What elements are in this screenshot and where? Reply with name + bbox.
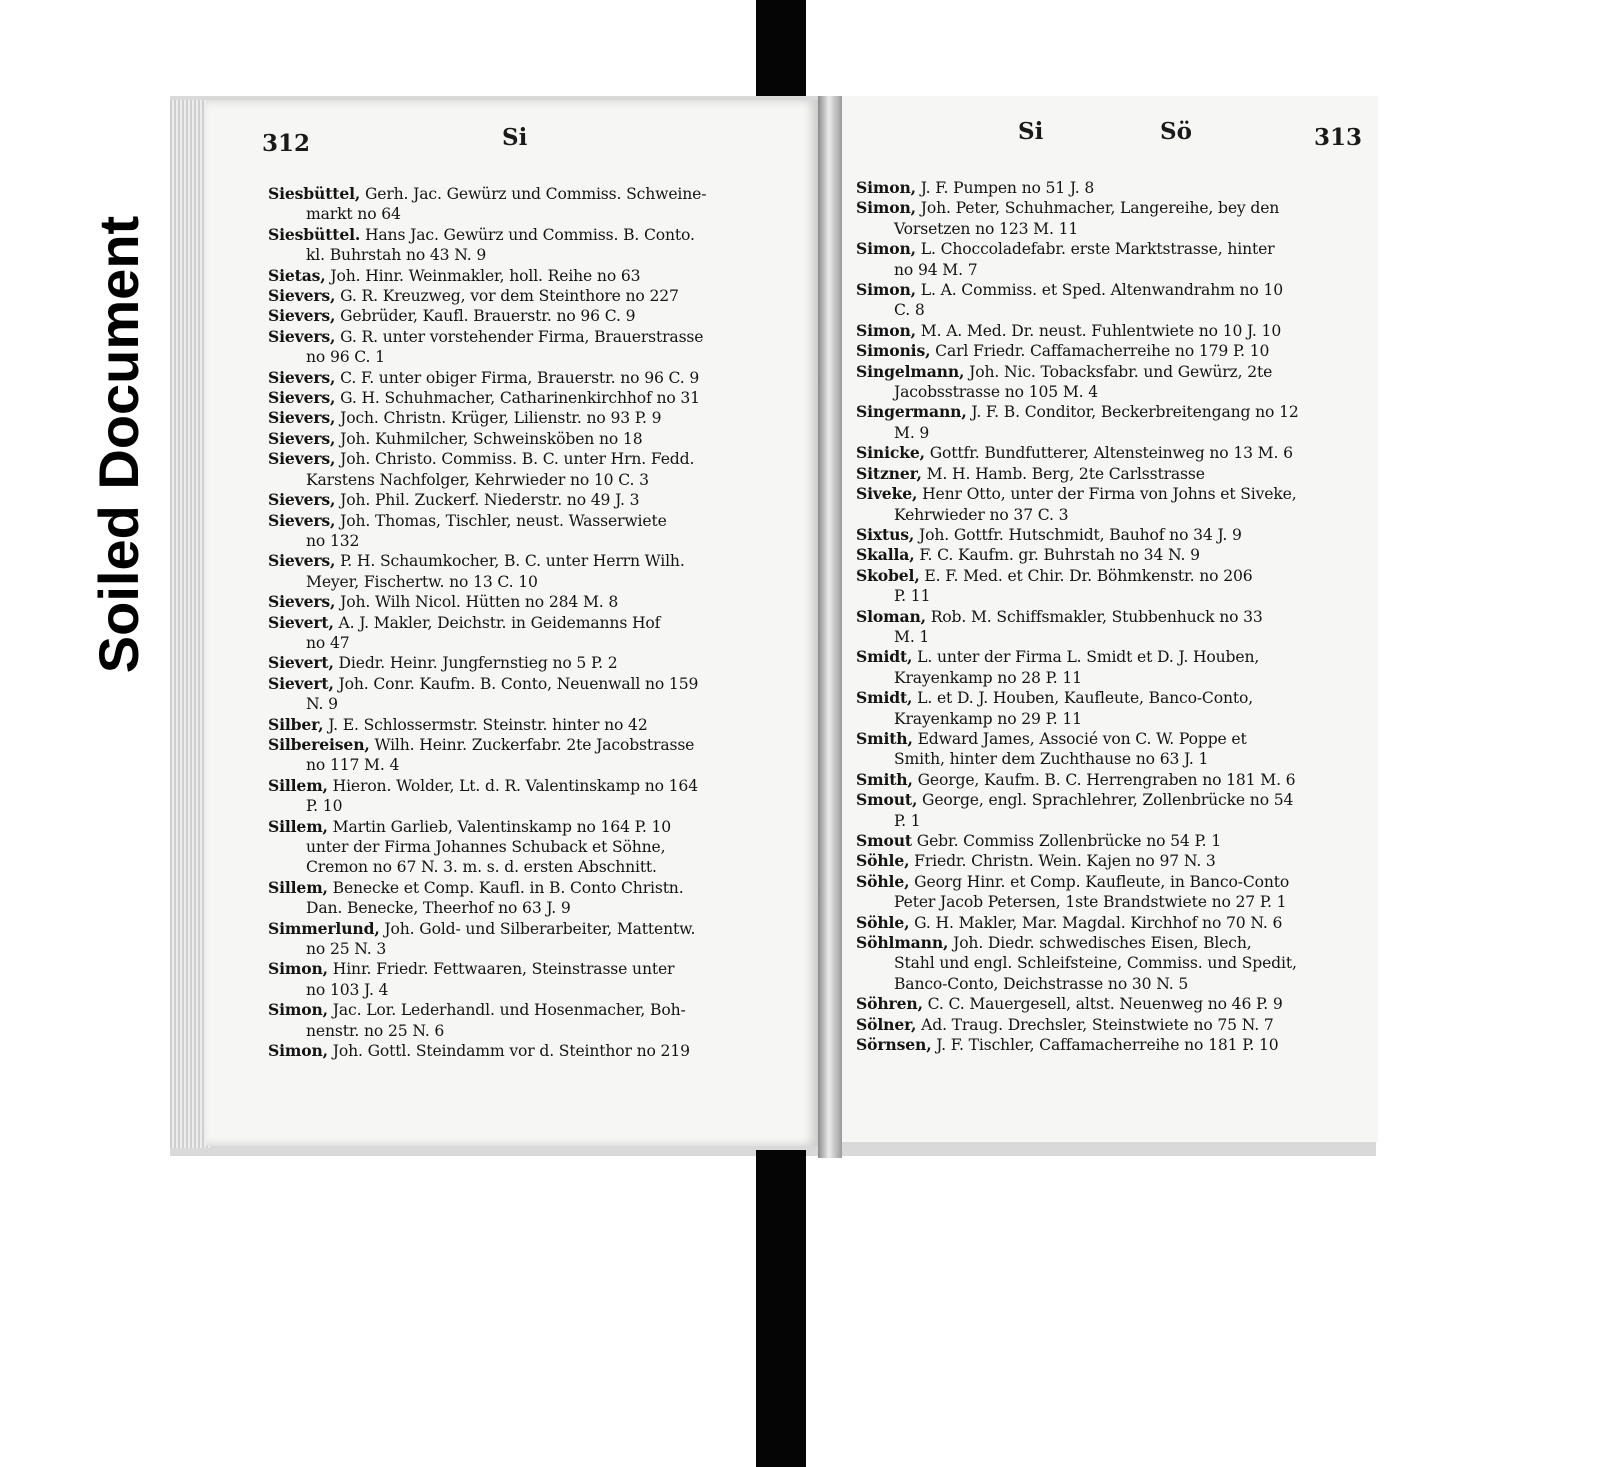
entry-continuation: no 103 J. 4 (306, 980, 389, 999)
entry-name: Simonis, (856, 341, 931, 361)
entry-name: Simon, (268, 1041, 328, 1061)
entry-text: Joh. Diedr. schwedisches Eisen, Blech, (948, 934, 1252, 953)
entry-text: L. et D. J. Houben, Kaufleute, Banco-Conto, (912, 689, 1254, 708)
directory-entry (268, 735, 706, 776)
entry-name: Siesbüttel. (268, 224, 361, 244)
entry-continuation: Stahl und engl. Schleifsteine, Commiss. und Spedit, (894, 954, 1297, 973)
entry-continuation: Cremon no 67 N. 3. m. s. d. ersten Abschnitt. (306, 858, 657, 877)
directory-entry (268, 429, 706, 449)
directory-entry (268, 715, 706, 735)
entry-name: Sievers, (268, 428, 336, 448)
soiled-document-stamp (88, 186, 150, 702)
directory-entry (856, 647, 1299, 688)
entry-name: Sievers, (268, 449, 336, 469)
entry-text: Hans Jac. Gewürz und Commiss. B. Conto. (360, 225, 695, 244)
directory-entry (856, 178, 1299, 198)
entry-continuation: N. 9 (306, 695, 338, 714)
right-running-head-left: Si (1018, 118, 1044, 145)
entry-name: Sievers, (268, 551, 336, 571)
entry-text: Joh. Nic. Tobacksfabr. und Gewürz, 2te (964, 362, 1273, 381)
entry-name: Smith, (856, 728, 913, 748)
entry-text: P. H. Schaumkocher, B. C. unter Herrn Wilh. (335, 552, 685, 571)
entry-name: Sievers, (268, 592, 336, 612)
entry-text: G. H. Makler, Mar. Magdal. Kirchhof no 70 N. 6 (909, 913, 1283, 932)
directory-entry (268, 327, 706, 368)
directory-entry (268, 959, 706, 1000)
entry-name: Söhle, (856, 871, 910, 891)
entry-text: L. unter der Firma L. Smidt et D. J. Houben, (912, 648, 1260, 667)
entry-name: Smout, (856, 790, 918, 810)
directory-entry (856, 1035, 1299, 1055)
entry-continuation: no 117 M. 4 (306, 756, 400, 775)
entry-name: Skalla, (856, 545, 915, 565)
entry-name: Smidt, (856, 647, 913, 667)
directory-entry (268, 551, 706, 592)
entry-text: Joh. Gold- und Silberarbeiter, Mattentw. (379, 919, 696, 938)
entry-name: Sievers, (268, 306, 336, 326)
directory-entry (268, 878, 706, 919)
book-gutter (818, 96, 842, 1158)
entry-name: Singelmann, (856, 361, 965, 381)
directory-entry (856, 994, 1299, 1014)
entry-name: Simon, (268, 1000, 328, 1020)
entry-name: Söhle, (856, 851, 910, 871)
entry-continuation: Krayenkamp no 29 P. 11 (894, 709, 1082, 728)
entry-name: Silbereisen, (268, 734, 370, 754)
entry-name: Smout (856, 831, 912, 850)
directory-entry (856, 1015, 1299, 1035)
entry-text: Joh. Gottfr. Hutschmidt, Bauhof no 34 J. 9 (914, 525, 1242, 544)
entry-continuation: C. 8 (894, 301, 925, 320)
directory-entry (268, 1041, 706, 1061)
entry-text: Gerh. Jac. Gewürz und Commiss. Schweine- (360, 185, 707, 203)
directory-entry (268, 266, 706, 286)
entry-text: A. J. Makler, Deichstr. in Geidemanns Hof (333, 613, 661, 632)
entry-text: Joch. Christn. Krüger, Lilienstr. no 93 P. 9 (335, 409, 662, 428)
entry-name: Siveke, (856, 484, 918, 504)
directory-entry (856, 443, 1299, 463)
entry-continuation: Vorsetzen no 123 M. 11 (894, 219, 1079, 238)
entry-text: Georg Hinr. et Comp. Kaufleute, in Banco-Conto (909, 872, 1290, 891)
entry-text: Carl Friedr. Caffamacherreihe no 179 P. 10 (930, 342, 1270, 361)
entry-text: Joh. Conr. Kaufm. B. Conto, Neuenwall no 159 (333, 674, 699, 693)
entry-continuation: kl. Buhrstah no 43 N. 9 (306, 246, 487, 265)
right-page-number: 313 (1314, 124, 1363, 151)
entry-continuation: Krayenkamp no 28 P. 11 (894, 668, 1082, 687)
entry-text: Joh. Hinr. Weinmakler, holl. Reihe no 63 (325, 266, 641, 285)
entry-text: Joh. Gottl. Steindamm vor d. Steinthor no 219 (327, 1042, 690, 1061)
entry-text: Gebrüder, Kaufl. Brauerstr. no 96 C. 9 (335, 307, 636, 326)
entry-text: Benecke et Comp. Kaufl. in B. Conto Christn. (327, 878, 684, 897)
binding-strip-bottom (756, 1150, 806, 1467)
directory-entry (268, 817, 706, 878)
entry-text: Joh. Wilh Nicol. Hütten no 284 M. 8 (335, 593, 619, 612)
entry-continuation: no 94 M. 7 (894, 260, 978, 279)
directory-entry (268, 592, 706, 612)
entry-continuation: markt no 64 (306, 205, 401, 224)
entry-continuation: Karstens Nachfolger, Kehrwieder no 10 C. 3 (306, 470, 649, 489)
entry-continuation: P. 11 (894, 587, 931, 606)
directory-entry (856, 872, 1299, 913)
directory-entry (856, 402, 1299, 443)
directory-entry (268, 1000, 706, 1041)
entry-name: Sölner, (856, 1014, 917, 1034)
entry-text: G. R. unter vorstehender Firma, Brauerstrasse (335, 327, 704, 346)
entry-continuation: no 25 N. 3 (306, 940, 387, 959)
entry-text: J. F. B. Conditor, Beckerbreitengang no 12 (966, 403, 1299, 422)
entry-text: E. F. Med. et Chir. Dr. Böhmkenstr. no 206 (919, 566, 1253, 585)
entry-name: Sillem, (268, 775, 328, 795)
directory-entry (856, 280, 1299, 321)
directory-entry (856, 321, 1299, 341)
entry-name: Smidt, (856, 688, 913, 708)
entry-continuation: Meyer, Fischertw. no 13 C. 10 (306, 572, 538, 591)
right-entry-list (856, 178, 1299, 1055)
entry-text: J. F. Tischler, Caffamacherreihe no 181 P. 10 (931, 1036, 1279, 1055)
directory-entry (268, 653, 706, 673)
entry-name: Sievers, (268, 367, 336, 387)
entry-continuation: unter der Firma Johannes Schuback et Söhne, (306, 838, 666, 856)
entry-text: Wilh. Heinr. Zuckerfabr. 2te Jacobstrasse (369, 735, 695, 754)
entry-name: Sievers, (268, 286, 336, 306)
entry-name: Sievers, (268, 388, 336, 408)
directory-entry (856, 566, 1299, 607)
entry-name: Sillem, (268, 816, 328, 836)
entry-name: Sixtus, (856, 524, 915, 544)
entry-text: George, engl. Sprachlehrer, Zollenbrücke no 54 (917, 791, 1294, 810)
entry-name: Sietas, (268, 265, 326, 285)
directory-entry (268, 286, 706, 306)
entry-name: Sievers, (268, 408, 336, 428)
entry-name: Silber, (268, 714, 324, 734)
entry-text: G. R. Kreuzweg, vor dem Steinthore no 227 (335, 287, 679, 306)
directory-entry (856, 913, 1299, 933)
entry-name: Sievers, (268, 326, 336, 346)
entry-name: Söhle, (856, 912, 910, 932)
directory-entry (856, 525, 1299, 545)
entry-text: Martin Garlieb, Valentinskamp no 164 P. 10 (327, 817, 671, 836)
entry-text: C. C. Mauergesell, altst. Neuenweg no 46 P. 9 (922, 995, 1283, 1014)
entry-name: Sievert, (268, 673, 334, 693)
entry-continuation: M. 9 (894, 423, 930, 442)
left-entry-list (268, 184, 706, 1061)
entry-name: Simon, (856, 239, 916, 259)
directory-entry (268, 919, 706, 960)
entry-text: Edward James, Associé von C. W. Poppe et (912, 729, 1247, 748)
entry-text: Hieron. Wolder, Lt. d. R. Valentinskamp no 164 (327, 776, 698, 795)
entry-continuation: Banco-Conto, Deichstrasse no 30 N. 5 (894, 974, 1189, 993)
entry-continuation: Dan. Benecke, Theerhof no 63 J. 9 (306, 899, 571, 918)
right-running-head-right: Sö (1160, 118, 1192, 145)
entry-name: Söhren, (856, 994, 923, 1014)
directory-entry (268, 511, 706, 552)
directory-entry (856, 933, 1299, 994)
entry-continuation: Smith, hinter dem Zuchthause no 63 J. 1 (894, 750, 1209, 769)
left-page-number: 312 (262, 130, 311, 157)
entry-text: J. F. Pumpen no 51 J. 8 (915, 179, 1095, 197)
entry-text: Joh. Kuhmilcher, Schweinsköben no 18 (335, 429, 643, 448)
directory-entry (856, 464, 1299, 484)
directory-entry (856, 362, 1299, 403)
directory-entry (856, 770, 1299, 790)
directory-entry (268, 368, 706, 388)
page-edges (170, 100, 210, 1148)
entry-text: Henr Otto, unter der Firma von Johns et Siveke, (917, 485, 1297, 504)
directory-entry (268, 776, 706, 817)
directory-entry (856, 729, 1299, 770)
directory-entry (856, 851, 1299, 871)
entry-text: George, Kaufm. B. C. Herrengraben no 181 M. 6 (912, 770, 1296, 789)
entry-continuation: M. 1 (894, 627, 930, 646)
entry-name: Sörnsen, (856, 1035, 932, 1055)
directory-entry (856, 239, 1299, 280)
entry-text: Diedr. Heinr. Jungfernstieg no 5 P. 2 (333, 654, 618, 673)
entry-continuation: no 96 C. 1 (306, 348, 385, 367)
entry-text: Rob. M. Schiffsmakler, Stubbenhuck no 33 (925, 607, 1263, 626)
entry-text: Hinr. Friedr. Fettwaaren, Steinstrasse unter (327, 960, 675, 979)
directory-entry (268, 225, 706, 266)
directory-entry (856, 607, 1299, 648)
entry-text: G. H. Schuhmacher, Catharinenkirchhof no 31 (335, 389, 700, 408)
directory-entry (856, 484, 1299, 525)
entry-text: M. A. Med. Dr. neust. Fuhlentwiete no 10 J. 10 (915, 321, 1282, 340)
entry-name: Sievers, (268, 490, 336, 510)
directory-entry (856, 341, 1299, 361)
entry-name: Skobel, (856, 565, 920, 585)
entry-name: Simon, (856, 320, 916, 340)
directory-entry (856, 688, 1299, 729)
left-running-head: Si (502, 124, 528, 151)
entry-name: Simon, (856, 198, 916, 218)
directory-entry (856, 198, 1299, 239)
entry-text: M. H. Hamb. Berg, 2te Carlsstrasse (921, 464, 1205, 483)
directory-entry (268, 306, 706, 326)
directory-entry (268, 408, 706, 428)
entry-name: Smith, (856, 769, 913, 789)
entry-text: L. A. Commiss. et Sped. Altenwandrahm no 10 (915, 281, 1284, 300)
entry-text: Gebr. Commiss Zollenbrücke no 54 P. 1 (911, 832, 1222, 850)
directory-entry (856, 545, 1299, 565)
entry-text: Joh. Peter, Schuhmacher, Langereihe, bey den (915, 199, 1280, 218)
entry-name: Sinicke, (856, 443, 925, 463)
directory-entry (856, 831, 1299, 851)
entry-continuation: nenstr. no 25 N. 6 (306, 1021, 445, 1040)
entry-text: C. F. unter obiger Firma, Brauerstr. no 96 C. 9 (335, 368, 700, 387)
directory-entry (268, 674, 706, 715)
entry-name: Singermann, (856, 402, 967, 422)
entry-name: Sitzner, (856, 463, 922, 483)
entry-continuation: no 132 (306, 531, 360, 550)
entry-name: Simmerlund, (268, 918, 380, 938)
entry-name: Siesbüttel, (268, 184, 361, 203)
entry-name: Sievert, (268, 653, 334, 673)
entry-text: Friedr. Christn. Wein. Kajen no 97 N. 3 (909, 852, 1216, 871)
entry-continuation: P. 1 (894, 811, 921, 830)
directory-entry (856, 790, 1299, 831)
entry-text: J. E. Schlossermstr. Steinstr. hinter no 42 (323, 715, 648, 734)
directory-entry (268, 388, 706, 408)
entry-continuation: Peter Jacob Petersen, 1ste Brandstwiete no 27 P. 1 (894, 893, 1287, 912)
entry-text: F. C. Kaufm. gr. Buhrstah no 34 N. 9 (914, 546, 1200, 565)
entry-text: Gottfr. Bundfutterer, Altensteinweg no 13 M. 6 (924, 444, 1293, 463)
entry-text: Joh. Christo. Commiss. B. C. unter Hrn. Fedd. (335, 450, 695, 469)
entry-text: Jac. Lor. Lederhandl. und Hosenmacher, Boh- (327, 1001, 686, 1020)
entry-text: Ad. Traug. Drechsler, Steinstwiete no 75 N. 7 (916, 1015, 1274, 1034)
entry-name: Söhlmann, (856, 933, 949, 953)
entry-text: Joh. Thomas, Tischler, neust. Wasserwiete (335, 511, 667, 530)
entry-continuation: Kehrwieder no 37 C. 3 (894, 505, 1069, 524)
directory-entry (268, 490, 706, 510)
entry-name: Sievert, (268, 612, 334, 632)
entry-name: Simon, (268, 959, 328, 979)
entry-continuation: P. 10 (306, 797, 343, 816)
entry-name: Simon, (856, 280, 916, 300)
entry-text: Joh. Phil. Zuckerf. Niederstr. no 49 J. 3 (335, 491, 640, 510)
entry-text: L. Choccoladefabr. erste Marktstrasse, hinter (915, 240, 1275, 259)
directory-entry (268, 613, 706, 654)
entry-name: Sloman, (856, 606, 926, 626)
entry-continuation: Jacobsstrasse no 105 M. 4 (894, 383, 1099, 402)
entry-name: Sievers, (268, 510, 336, 530)
stamp-label: Soiled Document (87, 215, 151, 673)
directory-entry (268, 449, 706, 490)
entry-name: Sillem, (268, 877, 328, 897)
entry-continuation: no 47 (306, 633, 350, 652)
directory-entry (268, 184, 706, 225)
entry-name: Simon, (856, 178, 916, 197)
